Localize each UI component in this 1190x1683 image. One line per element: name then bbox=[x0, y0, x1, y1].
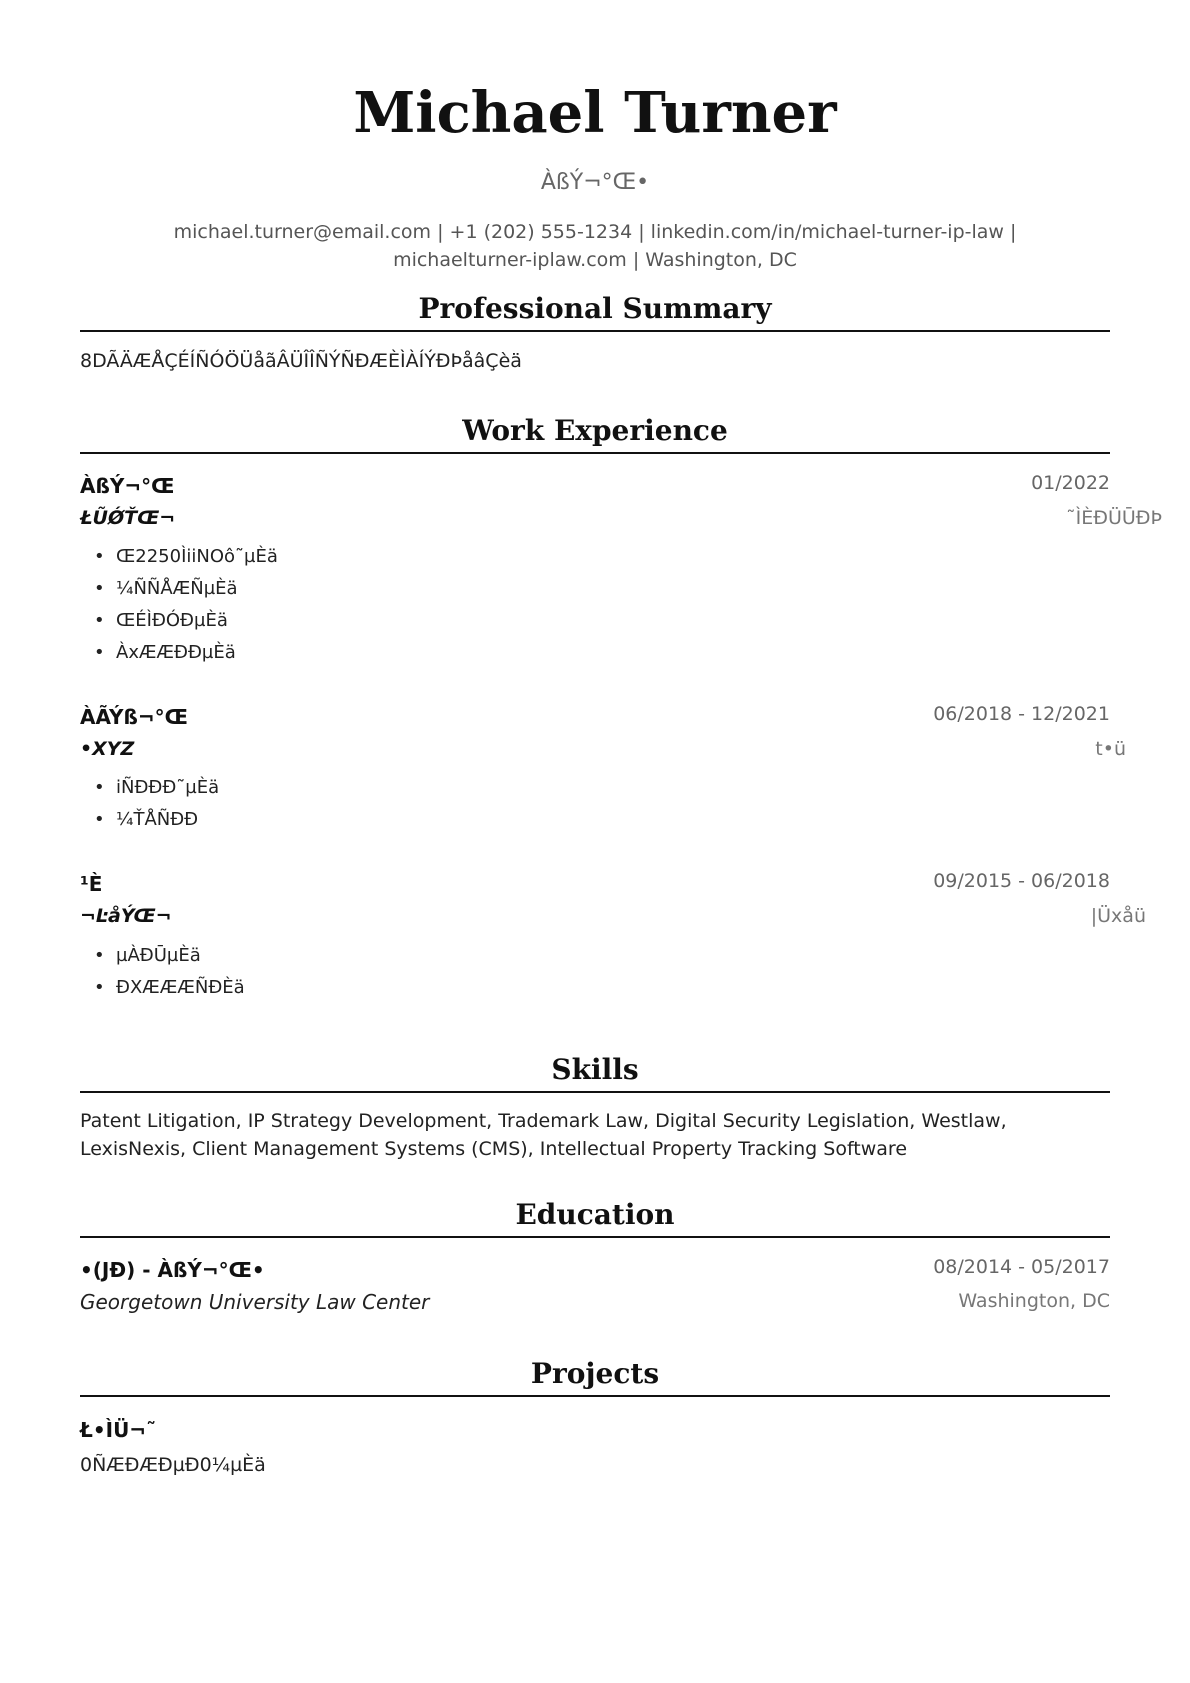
job-company: ¬ĿåÝŒ¬ bbox=[80, 905, 172, 927]
job-location: ˜ÌÈÐÜŪÐÞ bbox=[1066, 507, 1162, 529]
job-date: 09/2015 - 06/2018 bbox=[933, 870, 1110, 892]
job-bullet: • ÀxÆÆÐÐµÈä bbox=[94, 642, 236, 663]
job-bullet: • ŒÉÌÐÓÐµÈä bbox=[94, 610, 228, 631]
section-title-experience: Work Experience bbox=[462, 414, 728, 447]
contact-info bbox=[80, 218, 1110, 274]
section-divider bbox=[80, 1236, 1110, 1238]
section-divider bbox=[80, 1395, 1110, 1397]
candidate-title: ÀßÝ¬°Œ• bbox=[540, 170, 650, 195]
job-bullet: • ÐXÆÆÆÑÐÈä bbox=[94, 977, 245, 998]
section-title-summary: Professional Summary bbox=[418, 292, 772, 325]
edu-degree: •(JÐ) - ÀßÝ¬°Œ• bbox=[80, 1258, 265, 1282]
job-company: ŁŨǾŤŒ¬ bbox=[80, 507, 176, 529]
job-role: ¹È bbox=[80, 872, 103, 896]
project-name: Ł•ÌÜ¬˜ bbox=[80, 1418, 157, 1442]
job-bullet: • ¼ŤÅÑÐÐ bbox=[94, 809, 199, 830]
job-date: 06/2018 - 12/2021 bbox=[933, 703, 1110, 725]
job-bullet: • Œ2250ÌiiNOô˜µÈä bbox=[94, 546, 278, 567]
section-title-education: Education bbox=[515, 1198, 675, 1231]
edu-school: Georgetown University Law Center bbox=[80, 1290, 430, 1314]
job-location: t•ü bbox=[1095, 738, 1126, 760]
section-title-skills: Skills bbox=[551, 1053, 639, 1086]
edu-location: Washington, DC bbox=[958, 1290, 1110, 1312]
job-bullet: • µÀÐŪµÈä bbox=[94, 945, 201, 966]
summary-text: 8DÃÄÆÅÇÉÍÑÓÖÜåãÂÜÎÎÑÝÑÐÆÈÌÀÍÝÐÞåâÇèä bbox=[80, 350, 522, 372]
edu-date: 08/2014 - 05/2017 bbox=[933, 1256, 1110, 1278]
job-location: |Üxåü bbox=[1090, 905, 1146, 927]
skills-text: Patent Litigation, IP Strategy Development, Trademark Law, Digital Security Legislation, Westlaw, LexisNexis, Client Management Systems (CMS), Intellectual Property Tracking Software bbox=[80, 1110, 1007, 1160]
job-company: •XYZ bbox=[80, 738, 135, 760]
contact-line-1: michael.turner@email.com | +1 (202) 555-1234 | linkedin.com/in/michael-turner-ip-law | bbox=[173, 221, 1017, 243]
section-divider bbox=[80, 452, 1110, 454]
job-role: ÀßÝ¬°Œ bbox=[80, 474, 175, 498]
candidate-name: Michael Turner bbox=[353, 80, 837, 146]
section-divider bbox=[80, 330, 1110, 332]
job-bullet: • iÑÐÐÐ˜µÈä bbox=[94, 777, 220, 798]
project-description: 0ÑÆÐÆÐµÐ0¼µÈä bbox=[80, 1454, 266, 1476]
job-bullet: • ¼ÑÑÅÆÑµÈä bbox=[94, 578, 238, 599]
job-role: ÀÃÝß¬°Œ bbox=[80, 705, 189, 729]
job-date: 01/2022 bbox=[1031, 472, 1110, 494]
contact-line-2: michaelturner-iplaw.com | Washington, DC bbox=[393, 249, 797, 271]
section-title-projects: Projects bbox=[530, 1357, 660, 1390]
section-divider bbox=[80, 1091, 1110, 1093]
